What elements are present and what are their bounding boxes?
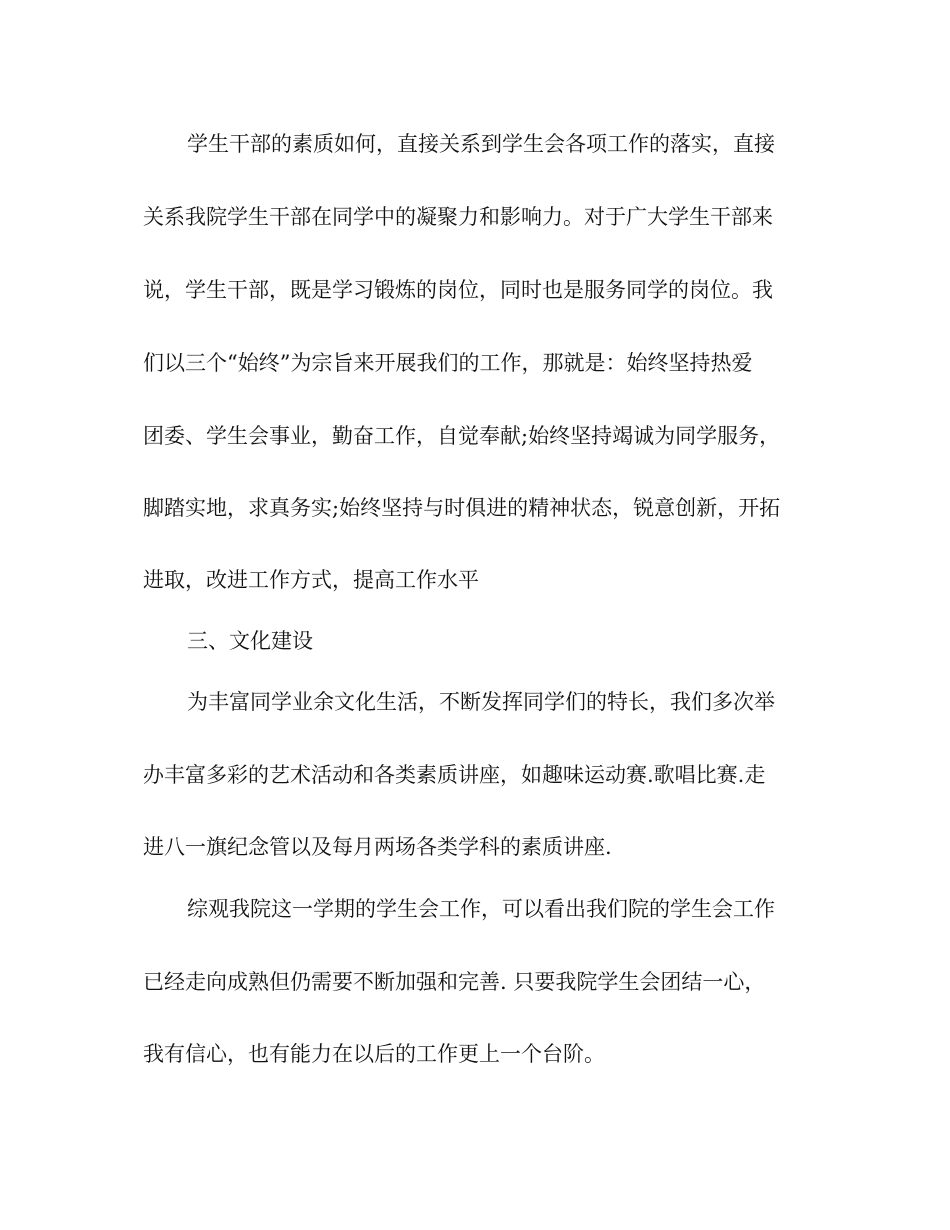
paragraph-line: 已经走向成熟但仍需要不断加强和完善. 只要我院学生会团结一心， xyxy=(143,970,766,994)
paragraph-line: 办丰富多彩的艺术活动和各类素质讲座，如趣味运动赛.歌唱比赛.走 xyxy=(143,763,766,787)
paragraph-line: 关系我院学生干部在同学中的凝聚力和影响力。对于广大学生干部来 xyxy=(143,205,773,229)
paragraph-line: 综观我院这一学期的学生会工作，可以看出我们院的学生会工作 xyxy=(187,897,775,921)
paragraph-line: 我有信心，也有能力在以后的工作更上一个台阶。 xyxy=(143,1042,605,1066)
paragraph-line: 为丰富同学业余文化生活，不断发挥同学们的特长，我们多次举 xyxy=(187,690,775,714)
paragraph-line: 脚踏实地，求真务实;始终坚持与时俱进的精神状态，锐意创新，开拓 xyxy=(143,496,781,520)
paragraph-line: 说，学生干部，既是学习锻炼的岗位，同时也是服务同学的岗位。我 xyxy=(143,278,773,302)
paragraph-line: 团委、学生会事业，勤奋工作，自觉奉献;始终坚持竭诚为同学服务， xyxy=(143,424,781,448)
paragraph-line: 学生干部的素质如何，直接关系到学生会各项工作的落实，直接 xyxy=(187,132,775,156)
paragraph-line: 进取，改进工作方式，提高工作水平 xyxy=(143,568,479,592)
paragraph-line: 们以三个“始终”为宗旨来开展我们的工作，那就是：始终坚持热爱 xyxy=(143,351,753,375)
section-heading: 三、文化建设 xyxy=(187,629,313,653)
paragraph-line: 进八一旗纪念管以及每月两场各类学科的素质讲座. xyxy=(143,835,612,859)
